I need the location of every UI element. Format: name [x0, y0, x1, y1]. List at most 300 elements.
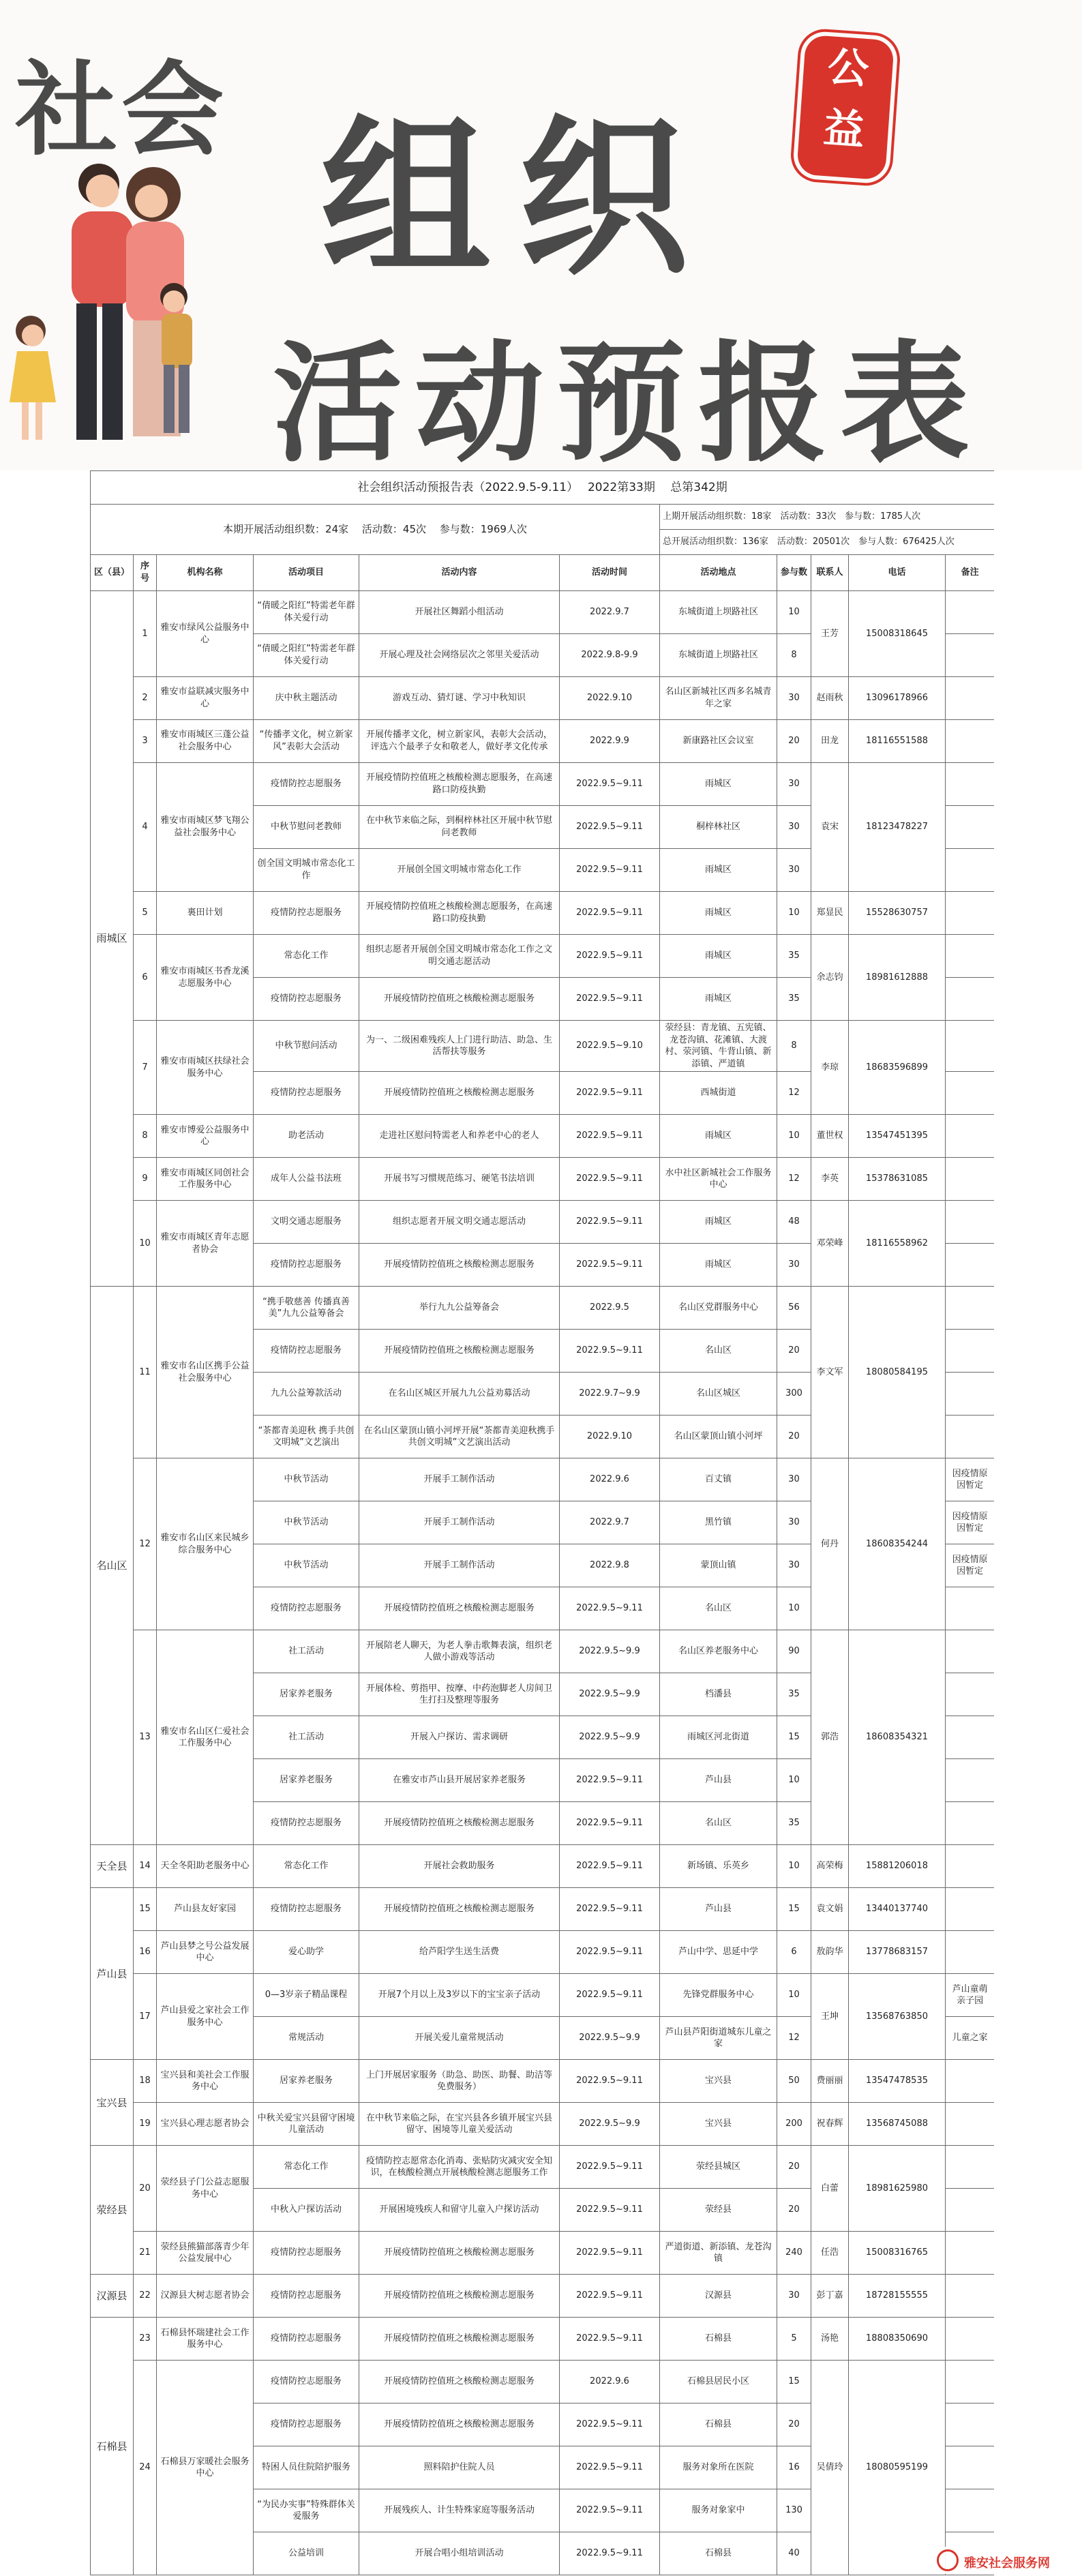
remark	[946, 806, 995, 849]
activity-project: 疫情防控志愿服务	[254, 1330, 359, 1373]
remark: 因疫情原因暂定	[946, 1501, 995, 1544]
activity-place: 名山区党群服务中心	[660, 1287, 777, 1330]
activity-time: 2022.9.5~9.11	[560, 1888, 660, 1931]
activity-time: 2022.9.5~9.9	[560, 1630, 660, 1673]
phone-number: 18981612888	[849, 935, 946, 1021]
participant-count: 20	[777, 2189, 811, 2232]
activity-project: 常态化工作	[254, 935, 359, 978]
district-cell: 石棉县	[91, 2318, 134, 2575]
remark	[946, 720, 995, 763]
participant-count: 30	[777, 806, 811, 849]
table-row	[91, 1021, 995, 1072]
remark	[946, 591, 995, 634]
activity-project: “倩暖之阳红”特需老年群体关爱行动	[254, 591, 359, 634]
activity-project: 居家养老服务	[254, 2060, 359, 2103]
remark	[946, 1072, 995, 1115]
activity-time: 2022.9.5~9.11	[560, 892, 660, 935]
contact-person: 郭浩	[811, 1630, 849, 1845]
activity-project: 社工活动	[254, 1630, 359, 1673]
participant-count: 35	[777, 1802, 811, 1845]
org-index: 9	[134, 1158, 157, 1201]
org-index: 12	[134, 1458, 157, 1630]
phone-number: 18080584195	[849, 1287, 946, 1458]
col-header-time: 活动时间	[560, 555, 660, 591]
activity-content: 在中秋节来临之际，在宝兴县各乡镇开展宝兴县留守、困境等儿童关爱活动	[359, 2103, 560, 2146]
activity-content: 组织志愿者开展创全国文明城市常态化工作之文明交通志愿活动	[359, 935, 560, 978]
table-row	[91, 1201, 995, 1244]
participant-count: 15	[777, 2361, 811, 2403]
table-row	[91, 2103, 995, 2146]
contact-person: 祝春辉	[811, 2103, 849, 2146]
phone-number: 13096178966	[849, 677, 946, 720]
activity-project: 中秋节活动	[254, 1501, 359, 1544]
activity-time: 2022.9.5~9.11	[560, 1931, 660, 1974]
participant-count: 30	[777, 1544, 811, 1587]
phone-number: 15378631085	[849, 1158, 946, 1201]
this-period-summary: 本期开展活动组织数：24家 活动数：45次 参与数：1969人次	[91, 505, 660, 555]
activity-content: 开展合唱小组培训活动	[359, 2532, 560, 2575]
contact-person: 敖韵华	[811, 1931, 849, 1974]
org-index: 16	[134, 1931, 157, 1974]
activity-project: 疫情防控志愿服务	[254, 1244, 359, 1287]
org-index: 21	[134, 2232, 157, 2275]
table-row	[91, 1158, 995, 1201]
last-period-summary: 上期开展活动组织数：18家 活动数：33次 参与数：1785人次	[660, 505, 995, 530]
table-header-row	[91, 555, 995, 591]
org-name: 石棉县万家暖社会服务中心	[157, 2361, 254, 2575]
table-row	[91, 935, 995, 978]
activity-content: 开展手工制作活动	[359, 1544, 560, 1587]
remark	[946, 2446, 995, 2489]
remark	[946, 2060, 995, 2103]
participant-count: 35	[777, 935, 811, 978]
remark	[946, 2232, 995, 2275]
contact-person: 吴倩玲	[811, 2361, 849, 2575]
activity-time: 2022.9.5~9.10	[560, 1021, 660, 1072]
activity-place: 西城街道	[660, 1072, 777, 1115]
remark	[946, 1021, 995, 1072]
contact-person: 彭丁嘉	[811, 2275, 849, 2318]
phone-number: 15008316765	[849, 2232, 946, 2275]
activity-time: 2022.9.7	[560, 591, 660, 634]
table-row	[91, 2232, 995, 2275]
table-row	[91, 1115, 995, 1158]
participant-count: 10	[777, 1115, 811, 1158]
remark	[946, 2361, 995, 2403]
activity-project: 创全国文明城市常态化工作	[254, 849, 359, 892]
org-index: 6	[134, 935, 157, 1021]
org-name: 石棉县怀瑞建社会工作服务中心	[157, 2318, 254, 2361]
activity-project: 社工活动	[254, 1716, 359, 1759]
activity-place: 新场镇、乐英乡	[660, 1845, 777, 1888]
org-name: 雅安市益联减灾服务中心	[157, 677, 254, 720]
org-index: 20	[134, 2146, 157, 2232]
table-row	[91, 1630, 995, 1673]
activity-time: 2022.9.9	[560, 720, 660, 763]
table-row	[91, 2060, 995, 2103]
activity-place: 石棉县	[660, 2403, 777, 2446]
phone-number: 13568763850	[849, 1974, 946, 2060]
activity-place: 雨城区	[660, 1201, 777, 1244]
activity-project: 疫情防控志愿服务	[254, 2318, 359, 2361]
org-name: 雅安市雨城区扶绿社会服务中心	[157, 1021, 254, 1115]
activity-project: 文明交通志愿服务	[254, 1201, 359, 1244]
activity-table-container	[90, 470, 994, 2576]
activity-project: 常态化工作	[254, 1845, 359, 1888]
table-row	[91, 2318, 995, 2361]
participant-count: 200	[777, 2103, 811, 2146]
remark	[946, 1330, 995, 1373]
phone-number: 13568745088	[849, 2103, 946, 2146]
activity-project: 常态化工作	[254, 2146, 359, 2189]
activity-time: 2022.9.6	[560, 1458, 660, 1501]
table-row	[91, 591, 995, 634]
activity-content: 开展心理及社会网络层次之邻里关爱活动	[359, 634, 560, 677]
activity-time: 2022.9.10	[560, 1416, 660, 1458]
org-index: 7	[134, 1021, 157, 1115]
phone-number: 18808350690	[849, 2318, 946, 2361]
family-illustration	[0, 157, 232, 457]
org-index: 2	[134, 677, 157, 720]
activity-content: 开展疫情防控值班之核酸检测志愿服务	[359, 1072, 560, 1115]
activity-place: 东城街道上坝路社区	[660, 634, 777, 677]
phone-number: 18116558962	[849, 1201, 946, 1287]
activity-place: 名山区养老服务中心	[660, 1630, 777, 1673]
activity-place: 先锋党群服务中心	[660, 1974, 777, 2017]
activity-time: 2022.9.5~9.11	[560, 806, 660, 849]
org-name: 芦山县友好家园	[157, 1888, 254, 1931]
participant-count: 20	[777, 1330, 811, 1373]
activity-project: 疫情防控志愿服务	[254, 2232, 359, 2275]
org-index: 24	[134, 2361, 157, 2575]
remark	[946, 1158, 995, 1201]
activity-content: 疫情防控志愿常态化消毒、张贴防灾减灾安全知识，在核酸检测点开展核酸检测志愿服务工作	[359, 2146, 560, 2189]
table-row	[91, 2275, 995, 2318]
participant-count: 5	[777, 2318, 811, 2361]
org-index: 5	[134, 892, 157, 935]
activity-content: 开展入户探访、需求调研	[359, 1716, 560, 1759]
org-index: 1	[134, 591, 157, 677]
remark: 儿童之家	[946, 2017, 995, 2060]
phone-number: 13547478535	[849, 2060, 946, 2103]
org-name: 雅安市绿风公益服务中心	[157, 591, 254, 677]
participant-count: 30	[777, 849, 811, 892]
participant-count: 12	[777, 1158, 811, 1201]
contact-person: 高荣梅	[811, 1845, 849, 1888]
seal-text-bottom: 益	[822, 104, 867, 155]
participant-count: 16	[777, 2446, 811, 2489]
activity-project: 特困人员住院陪护服务	[254, 2446, 359, 2489]
participant-count: 10	[777, 1845, 811, 1888]
activity-time: 2022.9.5~9.11	[560, 1330, 660, 1373]
org-index: 13	[134, 1630, 157, 1845]
activity-time: 2022.9.5~9.11	[560, 1115, 660, 1158]
org-name: 雅安市雨城区同创社会工作服务中心	[157, 1158, 254, 1201]
remark	[946, 1416, 995, 1458]
org-name: 雅安市雨城区三蓬公益社会服务中心	[157, 720, 254, 763]
remark	[946, 1673, 995, 1716]
activity-time: 2022.9.5~9.11	[560, 2146, 660, 2189]
org-name: 芦山县爱之家社会工作服务中心	[157, 1974, 254, 2060]
phone-number: 13440137740	[849, 1888, 946, 1931]
phone-number: 18123478227	[849, 763, 946, 892]
activity-time: 2022.9.5~9.11	[560, 2318, 660, 2361]
activity-time: 2022.9.5~9.9	[560, 2103, 660, 2146]
activity-place: 雨城区	[660, 763, 777, 806]
contact-person: 袁文娟	[811, 1888, 849, 1931]
activity-place: 石棉县	[660, 2532, 777, 2575]
activity-project: 疫情防控志愿服务	[254, 2403, 359, 2446]
contact-person: 王芳	[811, 591, 849, 677]
participant-count: 50	[777, 2060, 811, 2103]
activity-time: 2022.9.5~9.11	[560, 1201, 660, 1244]
remark	[946, 1845, 995, 1888]
participant-count: 300	[777, 1373, 811, 1416]
remark	[946, 634, 995, 677]
activity-time: 2022.9.5~9.11	[560, 978, 660, 1021]
org-name: 雅安市雨城区青年志愿者协会	[157, 1201, 254, 1287]
report-title: 社会组织活动预报告表（2022.9.5-9.11） 2022第33期 总第342期	[91, 471, 995, 505]
participant-count: 10	[777, 1587, 811, 1630]
participant-count: 240	[777, 2232, 811, 2275]
activity-place: 黑竹镇	[660, 1501, 777, 1544]
activity-place: 宝兴县	[660, 2103, 777, 2146]
activity-time: 2022.9.5~9.11	[560, 763, 660, 806]
activity-time: 2022.9.8	[560, 1544, 660, 1587]
participant-count: 40	[777, 2532, 811, 2575]
col-header-org: 机构名称	[157, 555, 254, 591]
seal-text-top: 公	[826, 43, 871, 94]
phone-number: 15008318645	[849, 591, 946, 677]
family-icon	[0, 157, 232, 457]
col-header-index: 序号	[134, 555, 157, 591]
org-name: 雅安市雨城区书香龙溪志愿服务中心	[157, 935, 254, 1021]
contact-person: 汤艳	[811, 2318, 849, 2361]
activity-time: 2022.9.5~9.11	[560, 1158, 660, 1201]
activity-time: 2022.9.10	[560, 677, 660, 720]
contact-person: 李文军	[811, 1287, 849, 1458]
activity-project: 中秋节慰问活动	[254, 1021, 359, 1072]
participant-count: 10	[777, 892, 811, 935]
participant-count: 12	[777, 2017, 811, 2060]
activity-time: 2022.9.5~9.9	[560, 2017, 660, 2060]
activity-place: 桐梓林社区	[660, 806, 777, 849]
watermark-text: 雅安社会服务网	[964, 2556, 1050, 2571]
phone-number: 18728155555	[849, 2275, 946, 2318]
activity-content: 开展7个月以上及3岁以下的宝宝亲子活动	[359, 1974, 560, 2017]
contact-person: 邓荣峰	[811, 1201, 849, 1287]
remark	[946, 2489, 995, 2532]
contact-person: 费丽丽	[811, 2060, 849, 2103]
activity-content: 开展社区舞蹈小组活动	[359, 591, 560, 634]
org-index: 22	[134, 2275, 157, 2318]
activity-time: 2022.9.7~9.9	[560, 1373, 660, 1416]
activity-time: 2022.9.5~9.11	[560, 2532, 660, 2575]
phone-number: 13778683157	[849, 1931, 946, 1974]
district-cell: 宝兴县	[91, 2060, 134, 2146]
org-name: 荥经县子门公益志愿服务中心	[157, 2146, 254, 2232]
phone-number: 13547451395	[849, 1115, 946, 1158]
activity-project: 中秋关爱宝兴县留守困境儿童活动	[254, 2103, 359, 2146]
poster-title-line2: 组织	[320, 100, 716, 298]
activity-content: 开展疫情防控值班之核酸检测志愿服务	[359, 1244, 560, 1287]
activity-time: 2022.9.7	[560, 1501, 660, 1544]
remark	[946, 1287, 995, 1330]
contact-person: 王坤	[811, 1974, 849, 2060]
district-cell: 名山区	[91, 1287, 134, 1845]
activity-content: 给芦阳学生送生活费	[359, 1931, 560, 1974]
activity-project: 疫情防控志愿服务	[254, 1802, 359, 1845]
org-index: 18	[134, 2060, 157, 2103]
contact-person: 任浩	[811, 2232, 849, 2275]
district-cell: 芦山县	[91, 1888, 134, 2060]
org-index: 3	[134, 720, 157, 763]
activity-content: 举行九九公益筹备会	[359, 1287, 560, 1330]
activity-time: 2022.9.5~9.11	[560, 1759, 660, 1802]
remark: 因疫情原因暂定	[946, 1544, 995, 1587]
activity-place: 雨城区	[660, 978, 777, 1021]
activity-time: 2022.9.5~9.11	[560, 2446, 660, 2489]
activity-time: 2022.9.8-9.9	[560, 634, 660, 677]
table-row	[91, 892, 995, 935]
col-header-place: 活动地点	[660, 555, 777, 591]
org-name: 雅安市博爱公益服务中心	[157, 1115, 254, 1158]
activity-place: 新康路社区会议室	[660, 720, 777, 763]
poster-title-line1: 社会	[15, 51, 228, 170]
activity-content: 开展书写习惯规范练习、硬笔书法培训	[359, 1158, 560, 1201]
contact-person: 何丹	[811, 1458, 849, 1630]
col-header-project: 活动项目	[254, 555, 359, 591]
activity-content: 走进社区慰问特需老人和养老中心的老人	[359, 1115, 560, 1158]
activity-content: 开展疫情防控值班之核酸检测志愿服务	[359, 2275, 560, 2318]
phone-number: 15528630757	[849, 892, 946, 935]
participant-count: 20	[777, 1416, 811, 1458]
participant-count: 30	[777, 2275, 811, 2318]
activity-place: 蒙顶山镇	[660, 1544, 777, 1587]
remark	[946, 2146, 995, 2189]
activity-time: 2022.9.5~9.9	[560, 1673, 660, 1716]
activity-place: 雨城区	[660, 892, 777, 935]
participant-count: 48	[777, 1201, 811, 1244]
col-header-participants: 参与数	[777, 555, 811, 591]
table-row	[91, 1458, 995, 1501]
remark	[946, 1759, 995, 1802]
participant-count: 10	[777, 1759, 811, 1802]
activity-project: 居家养老服务	[254, 1759, 359, 1802]
col-header-district: 区（县）	[91, 555, 134, 591]
activity-content: 在雅安市芦山县开展居家养老服务	[359, 1759, 560, 1802]
activity-content: 开展陪老人聊天，为老人拳击歌舞表演，组织老人做小游戏等活动	[359, 1630, 560, 1673]
participant-count: 56	[777, 1287, 811, 1330]
watermark-logo-icon	[937, 2549, 959, 2571]
activity-place: 名山区城区	[660, 1373, 777, 1416]
activity-project: 0—3岁亲子精品课程	[254, 1974, 359, 2017]
activity-project: “携手敬慈善 传播真善美”九九公益筹备会	[254, 1287, 359, 1330]
contact-person: 郑显民	[811, 892, 849, 935]
activity-time: 2022.9.5~9.11	[560, 2403, 660, 2446]
participant-count: 8	[777, 1021, 811, 1072]
activity-project: 疫情防控志愿服务	[254, 978, 359, 1021]
activity-time: 2022.9.5~9.9	[560, 1716, 660, 1759]
activity-content: 开展疫情防控值班之核酸检测志愿服务	[359, 2318, 560, 2361]
participant-count: 35	[777, 1673, 811, 1716]
org-name: 汉源县大树志愿者协会	[157, 2275, 254, 2318]
contact-person: 白蕾	[811, 2146, 849, 2232]
table-row	[91, 1974, 995, 2017]
phone-number: 15881206018	[849, 1845, 946, 1888]
activity-project: 中秋节活动	[254, 1544, 359, 1587]
activity-place: 荥经县	[660, 2189, 777, 2232]
org-index: 23	[134, 2318, 157, 2361]
activity-place: 雨城区	[660, 935, 777, 978]
remark	[946, 1931, 995, 1974]
remark	[946, 1115, 995, 1158]
participant-count: 35	[777, 978, 811, 1021]
org-name: 雅安市名山区仁爱社会工作服务中心	[157, 1630, 254, 1845]
activity-place: 名山区蒙顶山镇小河坪	[660, 1416, 777, 1458]
activity-project: 中秋入户探访活动	[254, 2189, 359, 2232]
contact-person: 董世权	[811, 1115, 849, 1158]
table-row	[91, 763, 995, 806]
contact-person: 赵雨秋	[811, 677, 849, 720]
activity-project: 疫情防控志愿服务	[254, 1888, 359, 1931]
table-row	[91, 1931, 995, 1974]
participant-count: 30	[777, 1458, 811, 1501]
activity-time: 2022.9.5~9.11	[560, 1802, 660, 1845]
activity-content: 开展疫情防控值班之核酸检测志愿服务，在高速路口防疫执勤	[359, 763, 560, 806]
activity-content: 照料陪护住院人员	[359, 2446, 560, 2489]
org-name: 宝兴县和美社会工作服务中心	[157, 2060, 254, 2103]
table-row	[91, 677, 995, 720]
org-name: 雅安市名山区携手公益社会服务中心	[157, 1287, 254, 1458]
table-row	[91, 2361, 995, 2403]
col-header-contact: 联系人	[811, 555, 849, 591]
activity-time: 2022.9.5~9.11	[560, 2060, 660, 2103]
activity-content: 开展体检、剪指甲、按摩、中药泡脚老人房间卫生打扫及整理等服务	[359, 1673, 560, 1716]
table-row	[91, 2146, 995, 2189]
activity-place: 东城街道上坝路社区	[660, 591, 777, 634]
activity-content: 开展疫情防控值班之核酸检测志愿服务	[359, 2361, 560, 2403]
activity-content: 组织志愿者开展文明交通志愿活动	[359, 1201, 560, 1244]
org-name: 雅安市雨城区梦飞翔公益社会服务中心	[157, 763, 254, 892]
table-row	[91, 1287, 995, 1330]
activity-project: 成年人公益书法班	[254, 1158, 359, 1201]
activity-project: 疫情防控志愿服务	[254, 763, 359, 806]
remark	[946, 1201, 995, 1244]
col-header-note: 备注	[946, 555, 995, 591]
watermark-badge	[934, 2547, 1077, 2574]
activity-time: 2022.9.6	[560, 2361, 660, 2403]
org-index: 10	[134, 1201, 157, 1287]
activity-time: 2022.9.5~9.11	[560, 2189, 660, 2232]
remark	[946, 1716, 995, 1759]
activity-place: 档潘县	[660, 1673, 777, 1716]
poster-header	[0, 0, 1082, 479]
activity-place: 芦山县	[660, 1759, 777, 1802]
activity-project: 爱心助学	[254, 1931, 359, 1974]
remark	[946, 1373, 995, 1416]
activity-project: “茶都青美迎秋 携手共创文明城”文艺演出	[254, 1416, 359, 1458]
activity-content: 在中秋节来临之际，到桐梓林社区开展中秋节慰问老教师	[359, 806, 560, 849]
remark	[946, 935, 995, 978]
activity-place: 汉源县	[660, 2275, 777, 2318]
activity-time: 2022.9.5~9.11	[560, 1587, 660, 1630]
activity-content: 上门开展居家服务（助急、助医、助餐、助洁等免费服务）	[359, 2060, 560, 2103]
activity-time: 2022.9.5~9.11	[560, 1244, 660, 1287]
activity-place: 雨城区	[660, 1244, 777, 1287]
phone-number: 18981625980	[849, 2146, 946, 2232]
col-header-phone: 电话	[849, 555, 946, 591]
